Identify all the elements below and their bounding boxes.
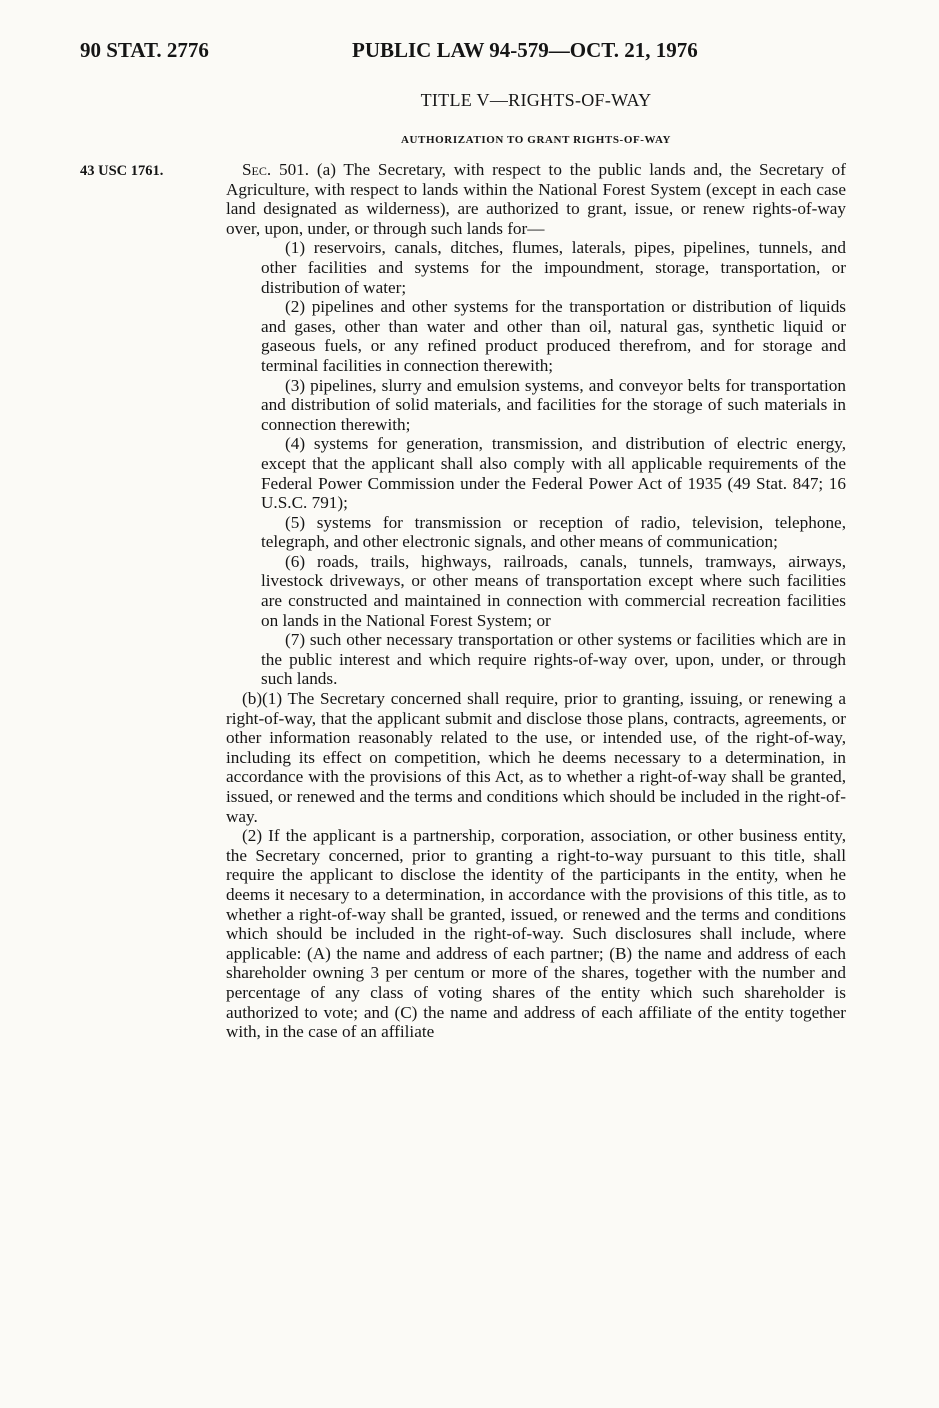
list-item-4: (4) systems for generation, transmission, and distribution of electric energy, except that the applicant shall also comply with all applicable requirements of the Federal Power Commission under the Federal Power Act of 1935 (49 Stat. 847; 16 U.S.C. 791); <box>261 434 846 513</box>
statute-body <box>226 160 846 1042</box>
section-label: Sec. <box>242 160 272 179</box>
paragraph-b2: (2) If the applicant is a partnership, corporation, association, or other business entity, the Secretary concerned, prior to granting a right-to-way pursuant to this title, shall require the applicant to disclose the identity of the participants in the entity, when he deems it necesary to a determination, in accordance with the provisions of this title, as to whether a right-of-way shall be granted, issued, or renewed and the terms and conditions which should be included in the right-of-way. Such disclosures shall include, where applicable: (A) the name and address of each partner; (B) the name and address of each shareholder owning 3 per centum or more of the shares, together with the number and percentage of any class of voting shares of the entity which such shareholder is authorized to vote; and (C) the name and address of each affiliate of the entity together with, in the case of an affiliate <box>226 826 846 1042</box>
list-item-6: (6) roads, trails, highways, railroads, canals, tunnels, tramways, airways, livestock driveways, or other means of transportation except where such facilities are constructed and maintained in connection with commercial recreation facilities on lands in the National Forest System; or <box>261 551 846 630</box>
stat-page-number: 90 STAT. 2776 <box>80 38 209 62</box>
public-law-citation: PUBLIC LAW 94-579—OCT. 21, 1976 <box>352 38 698 62</box>
list-item-5: (5) systems for transmission or reception of radio, television, telephone, telegraph, and other electronic signals, and other means of communication; <box>261 512 846 552</box>
section-subheading: AUTHORIZATION TO GRANT RIGHTS-OF-WAY <box>400 134 672 146</box>
section-501-a-intro <box>226 160 846 238</box>
list-item-7: (7) such other necessary transportation or other systems or facilities which are in the public interest and which require rights-of-way over, upon, under, or through such lands. <box>261 630 846 689</box>
title-heading: TITLE V—RIGHTS-OF-WAY <box>420 90 652 110</box>
section-intro-text: 501. (a) The Secretary, with respect to the public lands and, the Secretary of Agriculture, with respect to lands within the National Forest System (except in each case land designated as wilderness), are authorized to grant, issue, or renew rights-of-way over, upon, under, or through such lands for— <box>226 160 846 238</box>
list-item-2: (2) pipelines and other systems for the transportation or distribution of liquids and gases, other than water and other than oil, natural gas, synthetic liquid or gaseous fuels, or any refined product produced therefrom, and for storage and terminal facilities in connection therewith; <box>261 297 846 375</box>
list-item-3: (3) pipelines, slurry and emulsion systems, and conveyor belts for transportation and distribution of solid materials, and facilities for the storage of such materials in connection therewith; <box>261 375 846 434</box>
list-item-1: (1) reservoirs, canals, ditches, flumes, laterals, pipes, pipelines, tunnels, and other facilities and systems for the impoundment, storage, transportation, or distribution of water; <box>261 238 846 297</box>
paragraph-b1: (b)(1) The Secretary concerned shall require, prior to granting, issuing, or renewing a right-of-way, that the applicant submit and disclose those plans, contracts, agreements, or other information reasonably related to the use, or intended use, of the right-of-way, including its effect on competition, which he deems necessary to a determination, in accordance with the provisions of this Act, as to whether a right-of-way shall be granted, issued, or renewed and the terms and conditions which should be included in the right-of-way. <box>226 689 846 826</box>
margin-citation: 43 USC 1761. <box>80 163 164 179</box>
running-header <box>80 38 849 68</box>
